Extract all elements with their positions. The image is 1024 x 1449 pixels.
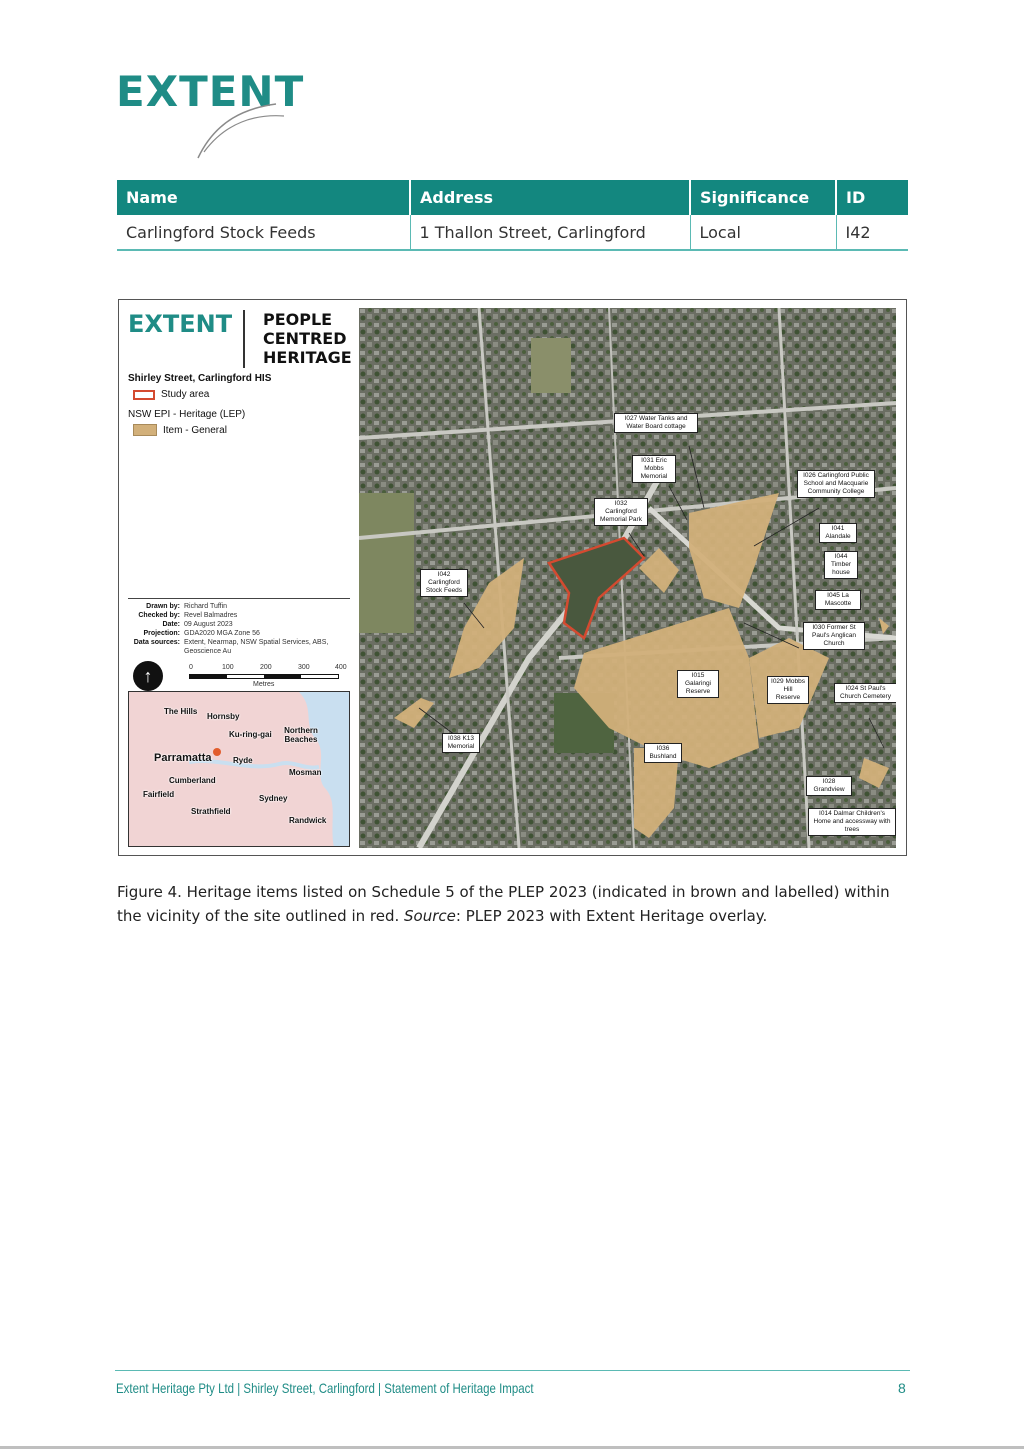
cell-name: Carlingford Stock Feeds: [117, 215, 410, 250]
meta-divider: [128, 598, 350, 599]
map-label-I042: [420, 569, 468, 597]
scale-tick: 300: [298, 664, 310, 671]
map-label-text: I024 St Paul's Church Cemetery: [840, 685, 891, 700]
map-label-text: I027 Water Tanks and Water Board cottage: [624, 415, 688, 430]
col-header-name: Name: [117, 180, 410, 215]
map-label-I014: [808, 808, 896, 836]
item-general-label: Item - General: [163, 424, 227, 436]
map-label-I024: [834, 683, 896, 703]
study-area-label: Study area: [161, 389, 210, 400]
north-arrow-icon: ↑: [133, 661, 163, 691]
footer-text: Extent Heritage Pty Ltd | Shirley Street, Carlingford | Statement of Heritage Impact: [116, 1380, 534, 1396]
caption-source-text: : PLEP 2023 with Extent Heritage overlay.: [455, 907, 768, 925]
map-label-I036: [644, 743, 682, 763]
meta-value: Extent, Nearmap, NSW Spatial Services, ABS, Geoscience Au: [184, 639, 329, 655]
inset-label: Randwick: [289, 816, 327, 825]
map-label-text: I028 Grandview: [813, 778, 845, 793]
map-label-I028: [806, 776, 852, 796]
meta-value: GDA2020 MGA Zone 56: [184, 630, 260, 637]
meta-key: Data sources:: [133, 639, 180, 646]
inset-label: Ku-ring-gai: [229, 730, 272, 739]
map-label-I027: [614, 413, 698, 433]
meta-value: Revel Balmadres: [184, 612, 238, 619]
map-label-I030: [803, 622, 865, 650]
map-label-I032: [594, 498, 648, 526]
inset-label: Northern Beaches: [284, 726, 318, 744]
map-label-text: I036 Bushland: [649, 745, 677, 760]
caption-source-label: Source: [404, 907, 456, 925]
cell-significance: Local: [690, 215, 836, 250]
inset-label: Ryde: [233, 756, 253, 765]
map-label-I026: [797, 470, 875, 498]
map-label-text: I038 K13 Memorial: [447, 735, 475, 750]
legend-title: Shirley Street, Carlingford HIS: [128, 373, 272, 384]
meta-value: 09 August 2023: [184, 621, 233, 628]
study-area-swatch: [133, 390, 155, 400]
tagline-line-2: CENTRED: [263, 329, 347, 348]
legend-logo: EXTENT: [128, 310, 233, 338]
legend-item-general: [133, 424, 227, 436]
extent-logo: [116, 67, 305, 160]
inset-label: The Hills: [164, 707, 198, 716]
map-label-I045: [815, 590, 861, 610]
map-label-I029: [767, 676, 809, 704]
map-label-text: I032 Carlingford Memorial Park: [600, 500, 642, 523]
map-label-text: I041 Alandale: [825, 525, 851, 540]
table-header-row: [117, 180, 908, 215]
aerial-map: [359, 308, 896, 848]
location-inset-map: [128, 691, 350, 847]
heritage-map-figure: [118, 299, 907, 856]
meta-key: Date:: [162, 621, 180, 628]
heritage-item-table: [117, 180, 908, 251]
caption-main: Figure 4. Heritage items listed on Schedule 5 of the PLEP 2023 (indicated in brown and labelled) within the vicinity of the site outlined in red.: [117, 883, 890, 925]
cell-id: I42: [836, 215, 908, 250]
legend-study-area: [133, 389, 209, 400]
footer-divider: [115, 1370, 910, 1371]
meta-key: Drawn by:: [146, 603, 180, 610]
scale-tick: 100: [222, 664, 234, 671]
inset-label: Parramatta: [154, 752, 212, 764]
map-label-text: I029 Mobbs Hill Reserve: [771, 678, 805, 701]
figure-caption: [117, 880, 908, 928]
scale-tick: 400: [335, 664, 347, 671]
col-header-address: Address: [410, 180, 690, 215]
legend-group-label: NSW EPI - Heritage (LEP): [128, 409, 246, 420]
scale-tick: 0: [189, 664, 193, 671]
col-header-significance: Significance: [690, 180, 836, 215]
map-label-text: I031 Eric Mobbs Memorial: [640, 457, 668, 480]
map-label-text: I042 Carlingford Stock Feeds: [425, 571, 463, 594]
map-metadata: [128, 602, 344, 656]
map-label-text: I045 La Mascotte: [824, 592, 852, 607]
tagline-line-3: HERITAGE: [263, 348, 352, 367]
table-row: [117, 215, 908, 250]
map-label-text: I014 Dalmar Children's Home and accessway with trees: [813, 810, 891, 833]
map-label-I031: [632, 455, 676, 483]
cell-address: 1 Thallon Street, Carlingford: [410, 215, 690, 250]
map-legend: [119, 300, 359, 855]
scale-bar: [189, 664, 347, 688]
logo-wordmark: EXTENT: [116, 67, 305, 116]
map-label-text: I015 Galaringi Reserve: [684, 672, 711, 695]
scale-tick: 200: [260, 664, 272, 671]
inset-label: Strathfield: [191, 807, 231, 816]
map-label-text: I030 Former St Paul's Anglican Church: [812, 624, 856, 647]
inset-label: Cumberland: [169, 776, 216, 785]
meta-key: Projection:: [143, 630, 180, 637]
scale-units: Metres: [253, 681, 275, 688]
map-label-I044: [824, 551, 858, 579]
legend-tagline: [263, 310, 352, 367]
map-label-I038: [442, 733, 480, 753]
inset-label: Sydney: [259, 794, 288, 803]
map-label-text: I044 Timber house: [831, 553, 851, 576]
legend-divider: [243, 310, 245, 368]
inset-label: Mosman: [289, 768, 322, 777]
map-label-I041: [819, 523, 857, 543]
inset-label: Fairfield: [143, 790, 175, 799]
meta-value: Richard Tuffin: [184, 603, 228, 610]
inset-label: Hornsby: [207, 712, 240, 721]
scale-bar-segments: [189, 674, 339, 679]
meta-key: Checked by:: [138, 612, 180, 619]
map-label-I015: [677, 670, 719, 698]
page-number: 8: [898, 1380, 906, 1396]
item-general-swatch: [133, 424, 157, 436]
tagline-line-1: PEOPLE: [263, 310, 333, 329]
logo-swoosh-icon: [186, 100, 286, 160]
col-header-id: ID: [836, 180, 908, 215]
map-label-text: I026 Carlingford Public School and Macquarie Community College: [803, 472, 869, 495]
